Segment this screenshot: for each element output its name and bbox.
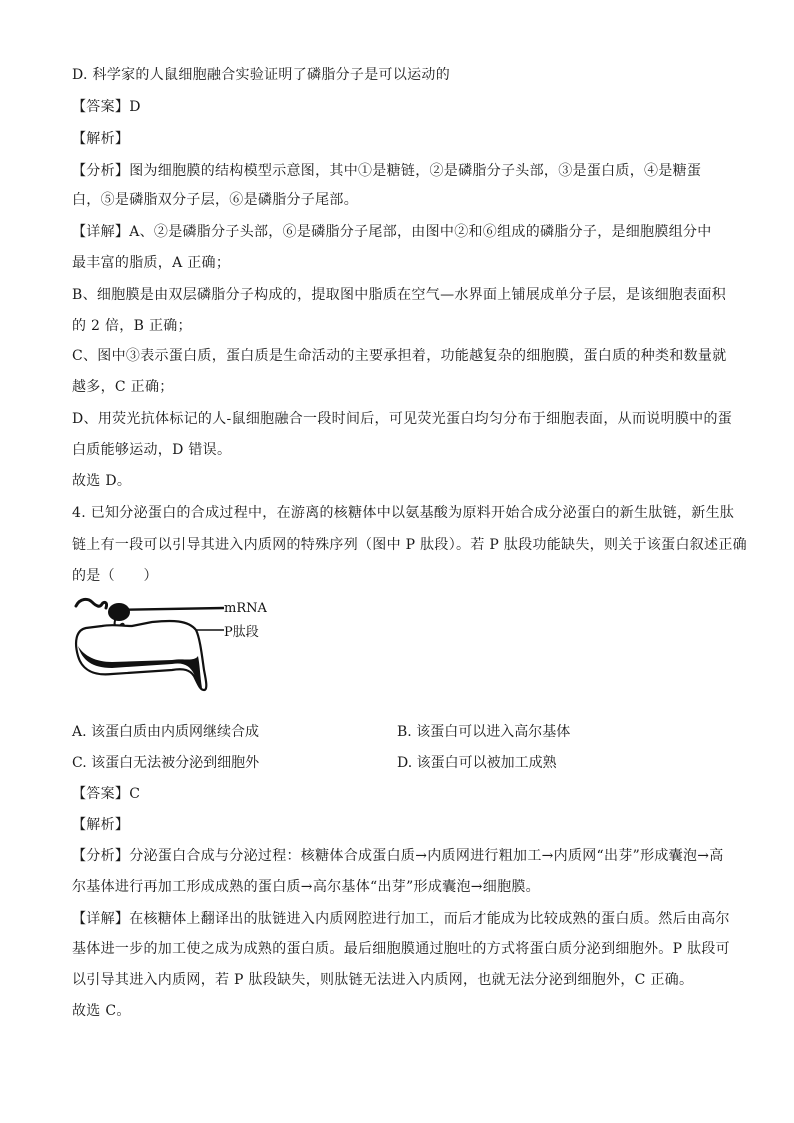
q3-conclusion: 故选 D。 bbox=[72, 473, 132, 489]
q4-option-a: A. 该蛋白质由内质网继续合成 bbox=[72, 724, 260, 740]
q3-option-d: D. 科学家的人鼠细胞融合实验证明了磷脂分子是可以运动的 bbox=[72, 67, 451, 83]
q3-analysis-heading: 【解析】 bbox=[72, 131, 130, 147]
figure-label-p-peptide: P肽段 bbox=[224, 625, 259, 640]
q3-fenxi-line-2: 白，⑤是磷脂双分子层，⑥是磷脂分子尾部。 bbox=[72, 192, 358, 208]
figure-label-mrna: mRNA bbox=[224, 601, 267, 616]
q4-fenxi-line-1: 【分析】分泌蛋白合成与分泌过程：核糖体合成蛋白质→内质网进行粗加工→内质网“出芽”形成囊泡→高 bbox=[72, 848, 724, 864]
q3-xiangjie-line-2: 最丰富的脂质，A 正确； bbox=[72, 255, 231, 271]
q3-xiangjie-line-5: C、图中③表示蛋白质，蛋白质是生命活动的主要承担着，功能越复杂的细胞膜，蛋白质的种类和数量就 bbox=[72, 348, 727, 364]
q4-option-d: D. 该蛋白可以被加工成熟 bbox=[397, 755, 557, 771]
q4-stem-line-3: 的是（ ） bbox=[72, 568, 158, 584]
q4-xiangjie-line-3: 以引导其进入内质网，若 P 肽段缺失，则肽链无法进入内质网，也就无法分泌到细胞外，C 正确。 bbox=[72, 972, 694, 988]
ribosome-er-diagram-icon bbox=[72, 596, 282, 692]
q4-conclusion: 故选 C。 bbox=[72, 1003, 131, 1019]
q4-stem-line-2: 链上有一段可以引导其进入内质网的特殊序列（图中 P 肽段）。若 P 肽段功能缺失，则关于该蛋白叙述正确 bbox=[72, 537, 747, 553]
q3-xiangjie-line-6: 越多，C 正确； bbox=[72, 379, 174, 395]
q3-xiangjie-line-8: 白质能够运动，D 错误。 bbox=[72, 442, 232, 458]
q4-xiangjie-line-1: 【详解】在核糖体上翻译出的肽链进入内质网腔进行加工，而后才能成为比较成熟的蛋白质。然后由高尔 bbox=[72, 911, 730, 927]
q3-xiangjie-line-1: 【详解】A、②是磷脂分子头部，⑥是磷脂分子尾部，由图中②和⑥组成的磷脂分子，是细胞膜组分中 bbox=[72, 224, 712, 240]
q4-fenxi-line-2: 尔基体进行再加工形成成熟的蛋白质→高尔基体“出芽”形成囊泡→细胞膜。 bbox=[72, 879, 540, 895]
q3-answer: 【答案】D bbox=[72, 99, 141, 115]
q4-option-b: B. 该蛋白可以进入高尔基体 bbox=[397, 724, 571, 740]
q4-xiangjie-line-2: 基体进一步的加工使之成为成熟的蛋白质。最后细胞膜通过胞吐的方式将蛋白质分泌到细胞外。P 肽段可 bbox=[72, 941, 730, 957]
q4-answer: 【答案】C bbox=[72, 786, 141, 802]
q3-xiangjie-line-3: B、细胞膜是由双层磷脂分子构成的，提取图中脂质在空气—水界面上铺展成单分子层，是该细胞表面积 bbox=[72, 287, 727, 303]
q3-xiangjie-line-7: D、用荧光抗体标记的人-鼠细胞融合一段时间后，可见荧光蛋白均匀分布于细胞表面，从而说明膜中的蛋 bbox=[72, 411, 733, 427]
q4-stem-line-1: 4. 已知分泌蛋白的合成过程中，在游离的核糖体中以氨基酸为原料开始合成分泌蛋白的新生肽链，新生肽 bbox=[72, 505, 735, 521]
q3-xiangjie-line-4: 的 2 倍，B 正确； bbox=[72, 318, 192, 334]
q4-analysis-heading: 【解析】 bbox=[72, 817, 130, 833]
q4-option-c: C. 该蛋白无法被分泌到细胞外 bbox=[72, 755, 260, 771]
q3-fenxi-line-1: 【分析】图为细胞膜的结构模型示意图，其中①是糖链，②是磷脂分子头部，③是蛋白质，④是糖蛋 bbox=[72, 163, 702, 179]
